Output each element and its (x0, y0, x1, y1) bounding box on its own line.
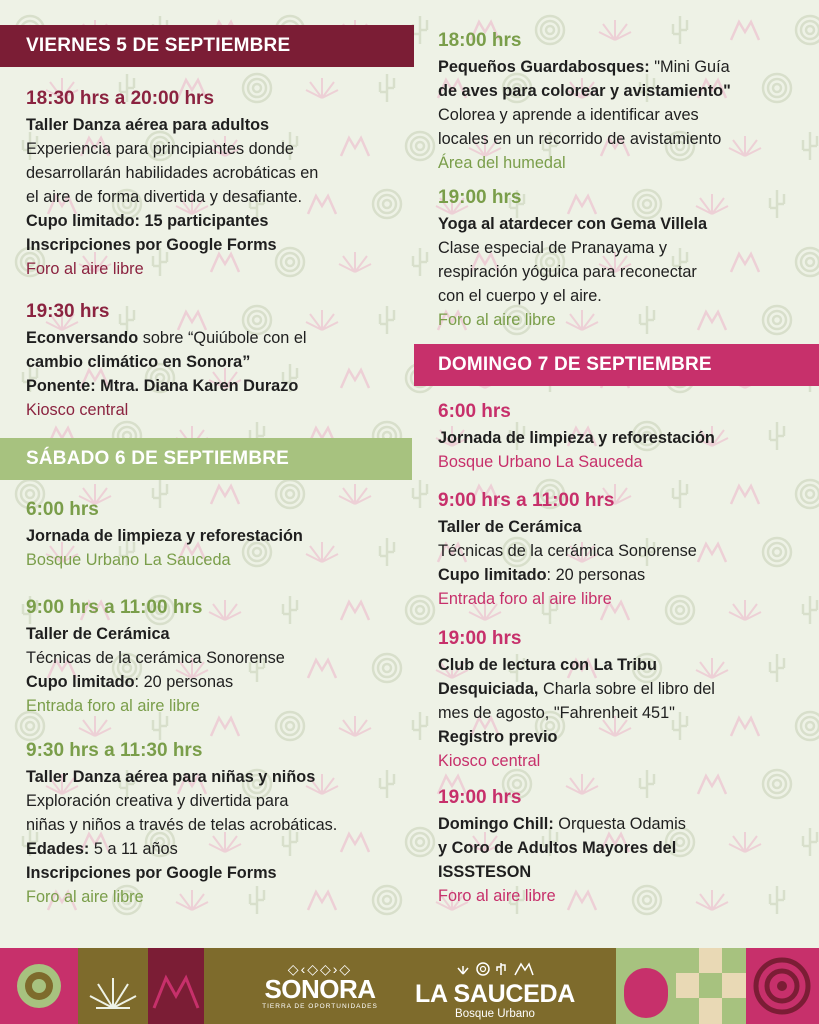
event-title: Econversando sobre “Quiúbole con el (26, 329, 307, 347)
event-description: desarrollarán habilidades acrobáticas en (26, 164, 319, 182)
event-domingo-ceramica (438, 490, 808, 611)
spiral-icon (406, 596, 434, 624)
event-title: Domingo Chill: Orquesta Odamis (438, 815, 686, 833)
sauceda-logo (410, 960, 580, 1021)
event-sabado-limpieza (26, 499, 396, 572)
sonora-logo-glyphs: ◇‹◇◇›◇ (287, 961, 353, 977)
sonora-logo (250, 962, 390, 1011)
event-description: niñas y niños a través de telas acrobáticas. (26, 816, 338, 834)
event-registration: Inscripciones por Google Forms (26, 236, 277, 254)
event-registration: Registro previo (438, 728, 558, 746)
event-time: 19:00 hrs (438, 187, 522, 208)
header-viernes: VIERNES 5 DE SEPTIEMBRE (0, 25, 414, 67)
event-description: Exploración creativa y divertida para (26, 792, 289, 810)
event-location: Entrada foro al aire libre (438, 590, 612, 608)
event-title-cont: cambio climático en Sonora” (26, 353, 251, 371)
event-title-cont: y Coro de Adultos Mayores del (438, 839, 677, 857)
event-location: Kiosco central (26, 401, 129, 419)
event-location: Entrada foro al aire libre (26, 697, 200, 715)
event-registration: Inscripciones por Google Forms (26, 864, 277, 882)
event-time: 6:00 hrs (26, 499, 99, 520)
event-time: 19:30 hrs (26, 301, 110, 322)
event-title: Taller de Cerámica (26, 625, 170, 643)
event-description: Técnicas de la cerámica Sonorense (26, 649, 285, 667)
event-sabado-danza-ninos (26, 740, 396, 909)
footer-pattern-left (0, 948, 204, 1024)
event-title: Taller de Cerámica (438, 518, 582, 536)
event-description: con el cuerpo y el aire. (438, 287, 602, 305)
event-sabado-guardabosques (438, 30, 808, 175)
event-title: Taller Danza aérea para adultos (26, 116, 270, 134)
event-capacity: Cupo limitado: 20 personas (438, 566, 646, 584)
sauceda-logo-icons (455, 960, 535, 976)
event-domingo-limpieza (438, 401, 808, 474)
event-time: 18:00 hrs (438, 30, 522, 51)
header-domingo: DOMINGO 7 DE SEPTIEMBRE (414, 344, 819, 386)
event-title: Jornada de limpieza y reforestación (438, 429, 715, 447)
event-location: Foro al aire libre (438, 311, 556, 329)
event-title: Taller Danza aérea para niñas y niños (26, 768, 316, 786)
event-time: 6:00 hrs (438, 401, 511, 422)
event-title-cont: de aves para colorear y avistamiento" (438, 82, 731, 100)
event-title-cont: ISSSTESON (438, 863, 532, 881)
event-location: Bosque Urbano La Sauceda (438, 453, 643, 471)
event-location: Bosque Urbano La Sauceda (26, 551, 231, 569)
event-sabado-yoga (438, 187, 808, 332)
event-location: Foro al aire libre (26, 260, 144, 278)
event-title: Jornada de limpieza y reforestación (26, 527, 303, 545)
event-title: Club de lectura con La Tribu (438, 656, 657, 674)
event-ages: Edades: 5 a 11 años (26, 840, 178, 858)
event-time: 19:00 hrs (438, 787, 522, 808)
footer-pattern-right (616, 948, 819, 1024)
event-time: 19:00 hrs (438, 628, 522, 649)
spiral-icon (406, 828, 434, 856)
cactus-icon (413, 16, 427, 44)
sonora-logo-tagline: TIERRA DE OPORTUNIDADES (262, 1003, 378, 1010)
event-description: Experiencia para principiantes donde (26, 140, 294, 158)
header-sabado: SÁBADO 6 DE SEPTIEMBRE (0, 438, 412, 480)
event-time: 9:00 hrs a 11:00 hrs (26, 597, 203, 618)
cactus-icon (413, 480, 427, 508)
event-viernes-econversando (26, 301, 396, 422)
event-title-cont: Desquiciada, Charla sobre el libro del (438, 680, 715, 698)
event-time: 18:30 hrs a 20:00 hrs (26, 88, 215, 109)
event-viernes-danza-adultos (26, 88, 396, 281)
event-time: 9:00 hrs a 11:00 hrs (438, 490, 615, 511)
event-title: Pequeños Guardabosques: "Mini Guía (438, 58, 730, 76)
event-description: mes de agosto, "Fahrenheit 451" (438, 704, 675, 722)
event-description: Colorea y aprende a identificar aves (438, 106, 699, 124)
agave-icon (79, 716, 111, 736)
event-location: Área del humedal (438, 154, 566, 172)
sonora-logo-word: SONORA (264, 974, 376, 1004)
event-domingo-chill (438, 787, 808, 908)
event-capacity: Cupo limitado: 20 personas (26, 673, 234, 691)
event-description: respiración yóguica para reconectar (438, 263, 697, 281)
event-description: Técnicas de la cerámica Sonorense (438, 542, 697, 560)
mountain-icon (211, 718, 239, 736)
sauceda-logo-word: LA SAUCEDA (415, 980, 575, 1008)
sauceda-logo-subtitle: Bosque Urbano (455, 1008, 535, 1020)
event-capacity: Cupo limitado: 15 participantes (26, 212, 269, 230)
event-description: el aire de forma divertida y desafiante. (26, 188, 303, 206)
footer-strip (0, 948, 819, 1024)
event-title: Yoga al atardecer con Gema Villela (438, 215, 708, 233)
event-time: 9:30 hrs a 11:30 hrs (26, 740, 203, 761)
spiral-icon (406, 132, 434, 160)
agave-icon (339, 716, 371, 736)
event-speaker: Ponente: Mtra. Diana Karen Durazo (26, 377, 299, 395)
event-sabado-ceramica (26, 597, 396, 718)
footer-logos (204, 948, 616, 1024)
event-domingo-club-lectura (438, 628, 808, 773)
event-location: Kiosco central (438, 752, 541, 770)
event-description: Clase especial de Pranayama y (438, 239, 667, 257)
event-description: locales en un recorrido de avistamiento (438, 130, 722, 148)
event-location: Foro al aire libre (438, 887, 556, 905)
event-location: Foro al aire libre (26, 888, 144, 906)
cactus-icon (413, 712, 427, 740)
cactus-icon (413, 248, 427, 276)
